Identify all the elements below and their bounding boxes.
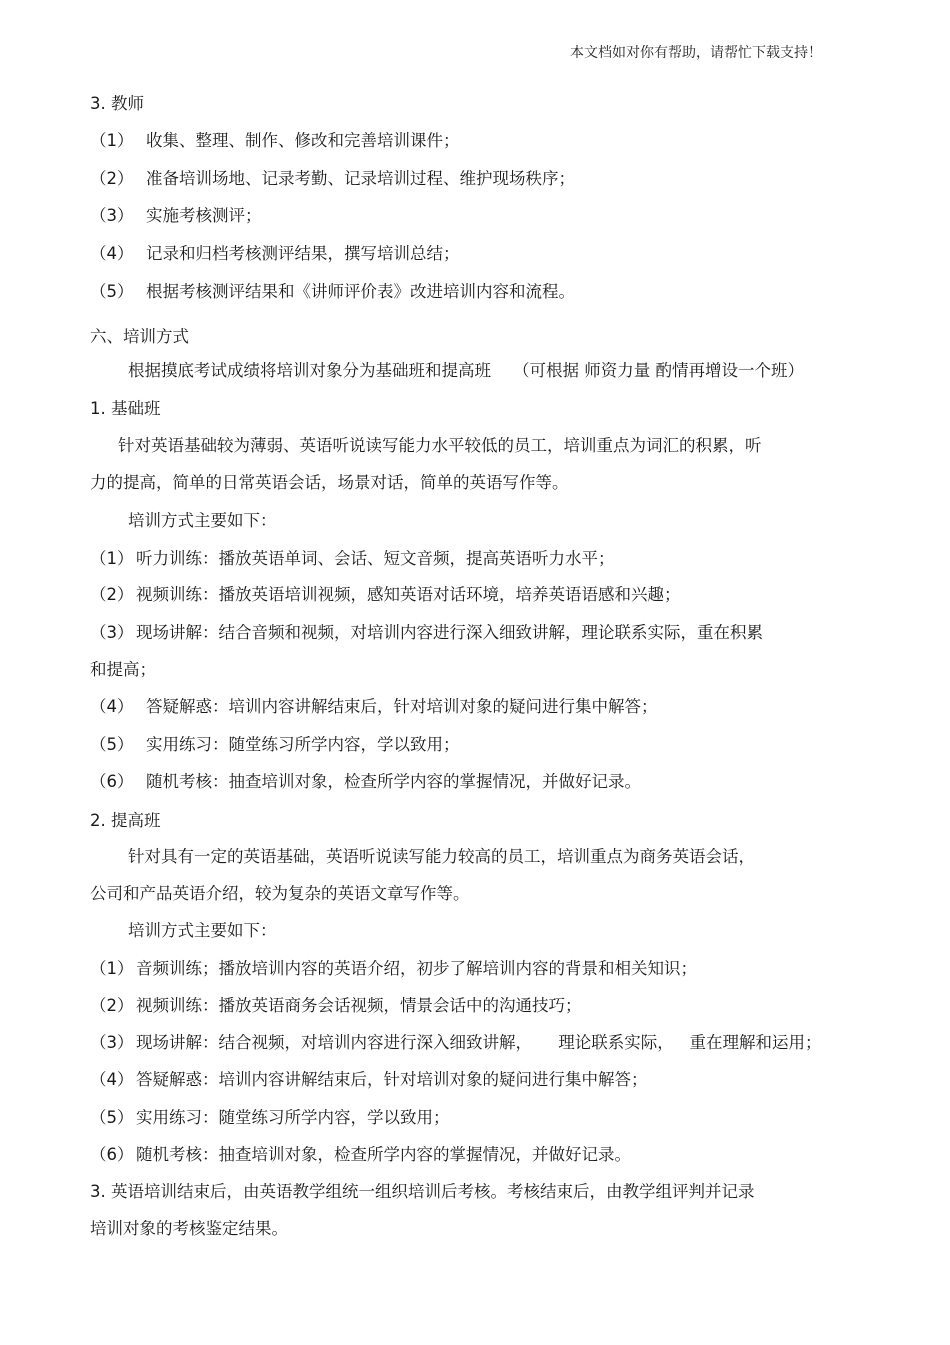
item-number: （3） — [90, 623, 134, 642]
item-number: （1） — [90, 549, 134, 568]
advanced-methods-title: 培训方式主要如下： — [128, 921, 277, 940]
item-number: （4） — [90, 697, 134, 716]
section-intro — [128, 360, 804, 382]
item-number: （1） — [90, 131, 134, 150]
list-item — [90, 281, 575, 303]
list-item-continuation — [90, 659, 156, 681]
intro-note: （可根据 师资力量 酌情再增设一个班） — [513, 361, 804, 380]
item-text: 听力训练：播放英语单词、会话、短文音频，提高英语听力水平； — [136, 549, 615, 568]
item-text: 实用练习：随堂练习所学内容，学以致用； — [136, 1108, 450, 1127]
item-text: 记录和归档考核测评结果，撰写培训总结； — [146, 244, 460, 263]
list-item — [90, 205, 262, 227]
basic-paragraph-line2: 力的提高，简单的日常英语会话，场景对话，简单的英语写作等。 — [90, 473, 569, 492]
item-text: 答疑解惑：培训内容讲解结束后，针对培训对象的疑问进行集中解答； — [136, 1070, 648, 1089]
item-number: （2） — [90, 585, 134, 604]
item-text: 视频训练：播放英语商务会话视频，情景会话中的沟通技巧； — [136, 996, 582, 1015]
item-text: 收集、整理、制作、修改和完善培训课件； — [146, 131, 460, 150]
item-text: 音频训练；播放培训内容的英语介绍，初步了解培训内容的背景和相关知识； — [136, 959, 697, 978]
item-number: （4） — [90, 1070, 134, 1089]
list-item — [90, 958, 697, 980]
item-text: 和提高； — [90, 660, 156, 679]
basic-methods-title: 培训方式主要如下： — [128, 511, 277, 530]
item-text: 答疑解惑：培训内容讲解结束后，针对培训对象的疑问进行集中解答； — [146, 697, 658, 716]
item-number: （6） — [90, 1145, 134, 1164]
page-header-note: 本文档如对你有帮助，请帮忙下载支持！ — [570, 45, 822, 61]
intro-main: 根据摸底考试成绩将培训对象分为基础班和提高班 — [128, 361, 491, 380]
list-item — [90, 168, 575, 190]
closing-line2: 培训对象的考核鉴定结果。 — [90, 1219, 288, 1238]
basic-class-heading: 1. 基础班 — [90, 399, 161, 418]
item-number: （5） — [90, 1108, 134, 1127]
item-text: 实用练习：随堂练习所学内容，学以致用； — [146, 735, 460, 754]
item-number: （3） — [90, 1033, 134, 1052]
section-heading: 六、培训方式 — [90, 327, 189, 346]
list-item — [90, 622, 763, 644]
list-item — [90, 1144, 631, 1166]
item-number: （3） — [90, 206, 134, 225]
list-item — [90, 1032, 821, 1054]
list-item — [90, 995, 582, 1017]
item-number: （5） — [90, 282, 134, 301]
closing-line1: 3. 英语培训结束后，由英语教学组统一组织培训后考核。考核结束后，由教学组评判并记录 — [90, 1182, 755, 1201]
list-item — [90, 1107, 450, 1129]
item-number: （1） — [90, 959, 134, 978]
item-number: （2） — [90, 996, 134, 1015]
item-number: （2） — [90, 169, 134, 188]
item-text: 实施考核测评； — [146, 206, 262, 225]
item-number: （5） — [90, 735, 134, 754]
list-item — [90, 243, 460, 265]
item-number: （4） — [90, 244, 134, 263]
advanced-paragraph-line2: 公司和产品英语介绍，较为复杂的英语文章写作等。 — [90, 884, 470, 903]
item-text: 现场讲解：结合音频和视频，对培训内容进行深入细致讲解，理论联系实际，重在积累 — [136, 623, 763, 642]
list-item — [90, 584, 681, 606]
teacher-heading: 3. 教师 — [90, 94, 144, 113]
list-item — [90, 130, 460, 152]
list-item — [90, 548, 615, 570]
item-text: 根据考核测评结果和《讲师评价表》改进培训内容和流程。 — [146, 282, 575, 301]
list-item — [90, 771, 641, 793]
item-number: （6） — [90, 772, 134, 791]
list-item — [90, 696, 658, 718]
list-item — [90, 1069, 648, 1091]
item-text: 随机考核：抽查培训对象，检查所学内容的掌握情况，并做好记录。 — [146, 772, 641, 791]
advanced-class-heading: 2. 提高班 — [90, 811, 161, 830]
basic-paragraph-line1: 针对英语基础较为薄弱、英语听说读写能力水平较低的员工，培训重点为词汇的积累，听 — [118, 436, 762, 455]
item-text: 准备培训场地、记录考勤、记录培训过程、维护现场秩序； — [146, 169, 575, 188]
item-text: 随机考核：抽查培训对象，检查所学内容的掌握情况，并做好记录。 — [136, 1145, 631, 1164]
item-text: 视频训练：播放英语培训视频，感知英语对话环境，培养英语语感和兴趣； — [136, 585, 681, 604]
list-item — [90, 734, 460, 756]
advanced-paragraph-line1: 针对具有一定的英语基础，英语听说读写能力较高的员工，培训重点为商务英语会话， — [128, 847, 755, 866]
item-text: 现场讲解：结合视频，对培训内容进行深入细致讲解， 理论联系实际， 重在理解和运用； — [136, 1033, 822, 1052]
